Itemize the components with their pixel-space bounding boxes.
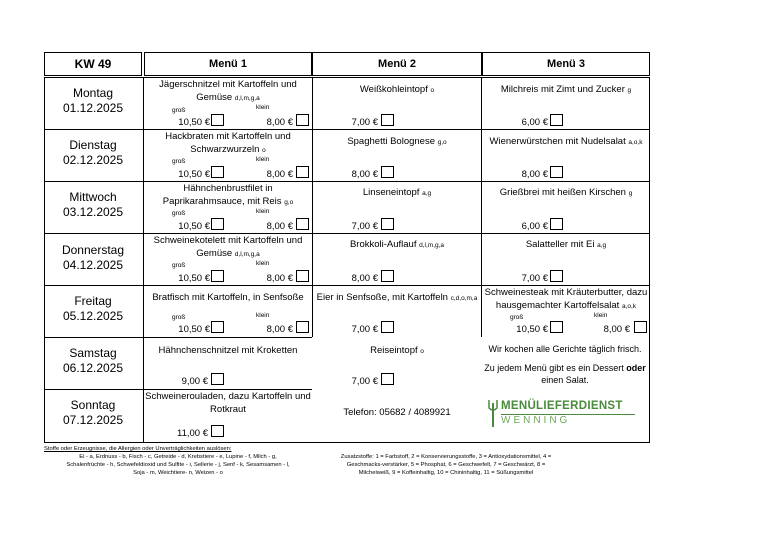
size-small-label: klein bbox=[256, 312, 270, 319]
menu1-wednesday-title: Hähnchenbrustfilet in Paprikarahmsauce, mit Reis g,o bbox=[162, 183, 294, 207]
menu1-friday-large-checkbox[interactable] bbox=[211, 321, 224, 333]
menu3-wednesday-title: Grießbrei mit heißen Kirschen g bbox=[499, 187, 633, 198]
header-menu2: Menü 2 bbox=[378, 58, 416, 70]
menu2-thursday-title: Brokkoli-Auflauf d,l,m,g,a bbox=[349, 239, 445, 250]
size-large-label: groß bbox=[172, 262, 186, 269]
day-friday: Freitag 05.12.2025 bbox=[62, 294, 124, 323]
menu1-tuesday-small-checkbox[interactable] bbox=[296, 166, 309, 178]
day-tuesday: Dienstag 02.12.2025 bbox=[62, 138, 124, 167]
size-large-label: groß bbox=[172, 107, 186, 114]
size-small-label: klein bbox=[256, 156, 270, 163]
menu2-monday-price: 7,00 € bbox=[351, 117, 378, 128]
day-thursday: Donnerstag 04.12.2025 bbox=[61, 243, 125, 272]
menu1-friday-price-small: 8,00 € bbox=[266, 324, 293, 335]
menu1-thursday-small-checkbox[interactable] bbox=[296, 270, 309, 282]
menu1-wednesday-small-checkbox[interactable] bbox=[296, 218, 309, 230]
size-large-label: groß bbox=[172, 210, 186, 217]
menu2-friday-price: 7,00 € bbox=[351, 324, 378, 335]
menu1-tuesday-large-checkbox[interactable] bbox=[211, 166, 224, 178]
menu3-monday-checkbox[interactable] bbox=[550, 114, 563, 126]
logo-text-bottom: WENNING bbox=[501, 415, 571, 426]
menu1-friday-small-checkbox[interactable] bbox=[296, 321, 309, 333]
menu1-saturday-price: 9,00 € bbox=[181, 376, 208, 387]
menu1-wednesday-large-checkbox[interactable] bbox=[211, 218, 224, 230]
phone-number: Telefon: 05682 / 4089921 bbox=[343, 407, 451, 418]
size-small-label: klein bbox=[256, 104, 270, 111]
menu1-wednesday-price-small: 8,00 € bbox=[266, 221, 293, 232]
logo-cutlery-icon bbox=[487, 400, 499, 428]
menu1-sunday-checkbox[interactable] bbox=[211, 425, 224, 437]
row-divider bbox=[44, 233, 650, 234]
menu2-wednesday-price: 7,00 € bbox=[351, 221, 378, 232]
row-divider bbox=[44, 181, 650, 182]
menu1-thursday-title: Schweinekotelett mit Kartoffeln und Gemüse d,l,m,g,a bbox=[153, 235, 303, 259]
menu2-friday-title: Eier in Senfsoße, mit Kartoffeln c,d,o,m,a bbox=[316, 292, 478, 303]
additives-legend: Zusatzstoffe: 1 = Farbstoff, 2 = Konservierungsstoffe, 3 = Antioxydationsmittel, 4 = Geschmacks-verstärker, 5 = Phosphat, 6 = Geschwefelt, 7 = Geschwärzt, 8 = Milcheiweiß, 9 = Koffeinhaltig, 10 = Chininhaltig, 11 = Süßungsmittel bbox=[340, 454, 552, 476]
row-divider bbox=[44, 337, 312, 338]
menu2-thursday-checkbox[interactable] bbox=[381, 270, 394, 282]
size-large-label: groß bbox=[510, 314, 524, 321]
menu3-friday-title: Schweinesteak mit Kräuterbutter, dazu hausgemachter Kartoffelsalat a,o,k bbox=[484, 287, 648, 311]
menu2-monday-title: Weißkohleintopf o bbox=[359, 84, 435, 95]
header-menu3: Menü 3 bbox=[547, 58, 585, 70]
allergen-legend: Stoffe oder Erzeugnisse, die Allergien oder Unverträglichkeiten auslösen: Ei - a, Erdnuss - b, Fisch - c, Getreide - d, Krebstiere - e, Lupine - f, Milch - g, Schalenfrüchte - h, Schwefeldioxid und Sulfite - i, Sellerie - j, Senf - k, Sesamsamen - l, Soja - m, Weichtiere- n, Weizen - o bbox=[44, 446, 290, 476]
menu1-tuesday-price-small: 8,00 € bbox=[266, 169, 293, 180]
menu2-friday-checkbox[interactable] bbox=[381, 321, 394, 333]
menu1-sunday-title: Schweinerouladen, dazu Kartoffeln und Rotkraut bbox=[145, 391, 311, 415]
menu3-wednesday-checkbox[interactable] bbox=[550, 218, 563, 230]
menu3-tuesday-title: Wienerwürstchen mit Nudelsalat a,o,k bbox=[489, 136, 643, 147]
menu2-tuesday-title: Spaghetti Bolognese g,o bbox=[347, 136, 447, 147]
menu1-wednesday-price-large: 10,50 € bbox=[178, 221, 210, 232]
menu2-tuesday-checkbox[interactable] bbox=[381, 166, 394, 178]
info-fresh-text: Wir kochen alle Gerichte täglich frisch. bbox=[488, 344, 642, 354]
menu1-monday-title: Jägerschnitzel mit Kartoffeln und Gemüse d,l,m,g,a bbox=[159, 79, 297, 103]
menu3-wednesday-price: 6,00 € bbox=[521, 221, 548, 232]
menu3-monday-title: Milchreis mit Zimt und Zucker g bbox=[500, 84, 632, 95]
menu1-friday-price-large: 10,50 € bbox=[178, 324, 210, 335]
menu3-thursday-checkbox[interactable] bbox=[550, 270, 563, 282]
menu2-wednesday-checkbox[interactable] bbox=[381, 218, 394, 230]
day-monday: Montag 01.12.2025 bbox=[62, 86, 124, 115]
menu3-friday-price-small: 8,00 € bbox=[603, 324, 630, 335]
menu2-wednesday-title: Linseneintopf a,g bbox=[362, 187, 432, 198]
menu3-friday-large-checkbox[interactable] bbox=[550, 321, 563, 333]
menu1-thursday-large-checkbox[interactable] bbox=[211, 270, 224, 282]
menu2-saturday-price: 7,00 € bbox=[351, 376, 378, 387]
menu1-friday-title: Bratfisch mit Kartoffeln, in Senfsoße bbox=[152, 292, 304, 303]
menu2-tuesday-price: 8,00 € bbox=[351, 169, 378, 180]
menu2-saturday-checkbox[interactable] bbox=[381, 373, 394, 385]
size-large-label: groß bbox=[172, 158, 186, 165]
menu1-monday-price-large: 10,50 € bbox=[178, 117, 210, 128]
menu3-tuesday-checkbox[interactable] bbox=[550, 166, 563, 178]
menuelieferdienst-logo bbox=[487, 400, 637, 430]
logo-text-top: MENÜLIEFERDIENST bbox=[501, 400, 623, 412]
menu1-saturday-checkbox[interactable] bbox=[211, 373, 224, 385]
menu3-thursday-title: Salatteller mit Ei a,g bbox=[525, 239, 607, 250]
size-small-label: klein bbox=[256, 208, 270, 215]
menu1-saturday-title: Hähnchenschnitzel mit Kroketten bbox=[158, 345, 298, 356]
menu1-monday-small-checkbox[interactable] bbox=[296, 114, 309, 126]
day-sunday: Sonntag 07.12.2025 bbox=[62, 398, 124, 427]
size-small-label: klein bbox=[256, 260, 270, 267]
menu2-saturday-title: Reiseintopf o bbox=[370, 345, 424, 356]
row-divider bbox=[44, 129, 650, 130]
day-saturday: Samstag 06.12.2025 bbox=[62, 346, 124, 375]
menu1-thursday-price-small: 8,00 € bbox=[266, 273, 293, 284]
week-label: KW 49 bbox=[74, 57, 112, 71]
menu1-monday-large-checkbox[interactable] bbox=[211, 114, 224, 126]
menu1-sunday-price: 11,00 € bbox=[177, 428, 208, 439]
menu1-monday-price-small: 8,00 € bbox=[266, 117, 293, 128]
menu1-tuesday-price-large: 10,50 € bbox=[178, 169, 210, 180]
info-dessert-text: Zu jedem Menü gibt es ein Dessert oder einen Salat. bbox=[484, 363, 646, 385]
menu1-thursday-price-large: 10,50 € bbox=[178, 273, 210, 284]
menu3-thursday-price: 7,00 € bbox=[521, 273, 548, 284]
size-large-label: groß bbox=[172, 314, 186, 321]
header-menu1: Menü 1 bbox=[209, 58, 247, 70]
day-wednesday: Mittwoch 03.12.2025 bbox=[62, 190, 124, 219]
menu3-monday-price: 6,00 € bbox=[521, 117, 548, 128]
menu2-monday-checkbox[interactable] bbox=[381, 114, 394, 126]
menu2-thursday-price: 8,00 € bbox=[351, 273, 378, 284]
menu3-friday-price-large: 10,50 € bbox=[516, 324, 548, 335]
size-small-label: klein bbox=[594, 312, 608, 319]
menu3-tuesday-price: 8,00 € bbox=[521, 169, 548, 180]
menu3-friday-small-checkbox[interactable] bbox=[634, 321, 647, 333]
menu1-tuesday-title: Hackbraten mit Kartoffeln und Schwarzwurzeln o bbox=[165, 131, 291, 155]
